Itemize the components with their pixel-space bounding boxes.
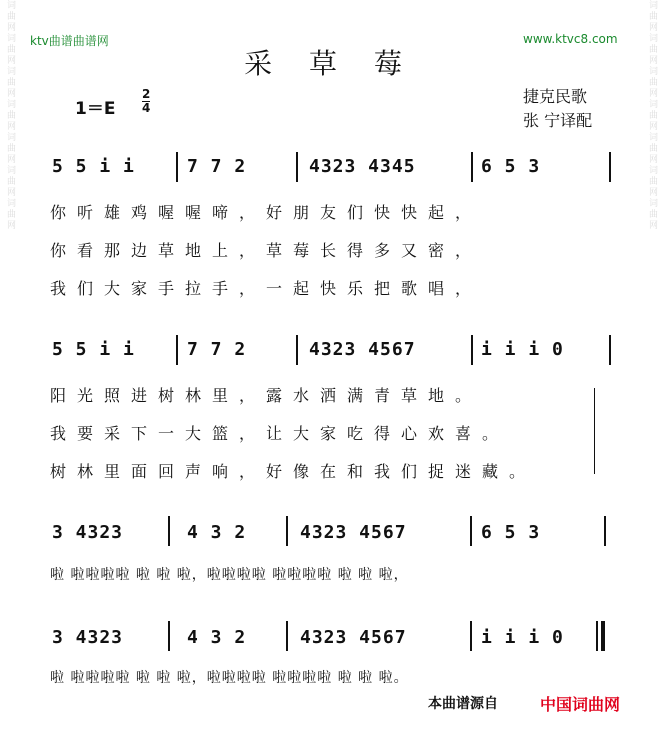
barline <box>286 621 288 651</box>
key-signature: 1＝E <box>75 99 116 119</box>
notes-measure-4: i i i 0 <box>481 339 564 360</box>
barline <box>296 152 298 182</box>
notes-measure-1: 5 5 i i <box>52 156 135 177</box>
barline <box>168 621 170 651</box>
notes-measure-2: 4 3 2 <box>187 522 247 543</box>
barline <box>296 335 298 365</box>
song-title: 采 草 莓 <box>244 47 416 80</box>
barline <box>604 516 606 546</box>
notes-measure-4: 6 5 3 <box>481 522 541 543</box>
notes-measure-2: 7 7 2 <box>187 156 247 177</box>
notes-measure-1: 3 4323 <box>52 627 124 648</box>
notes-measure-1: 3 4323 <box>52 522 124 543</box>
source-label: 本曲谱源自 <box>428 696 498 712</box>
barline <box>609 152 611 182</box>
lyric-line-2: 你看那边草地上，草莓长得多又密， <box>50 241 483 260</box>
lyric-line-2: 我要采下一大篮，让大家吃得心欢喜。 <box>50 424 510 443</box>
watermark-right: www.ktvc8.com <box>523 32 618 46</box>
watermark-left: ktv曲谱曲谱网 <box>30 34 109 48</box>
credit-origin: 捷克民歌 <box>523 87 588 106</box>
final-barline-thin <box>596 621 598 651</box>
barline <box>176 335 178 365</box>
barline <box>471 152 473 182</box>
time-signature <box>142 88 150 115</box>
time-top: 2 <box>142 87 151 101</box>
barline <box>470 621 472 651</box>
source-site-link[interactable]: 中国词曲网 <box>540 695 621 714</box>
notes-measure-3: 4323 4567 <box>300 522 407 543</box>
barline <box>471 335 473 365</box>
barline <box>470 516 472 546</box>
barline <box>286 516 288 546</box>
notes-measure-3: 4323 4567 <box>309 339 416 360</box>
final-barline-thick <box>601 621 605 651</box>
barline <box>609 335 611 365</box>
notes-measure-3: 4323 4345 <box>309 156 416 177</box>
notes-measure-4: 6 5 3 <box>481 156 541 177</box>
notes-measure-2: 4 3 2 <box>187 627 247 648</box>
lyric-line-1: 啦 啦啦啦啦 啦 啦 啦，啦啦啦啦 啦啦啦啦 啦 啦 啦， <box>50 567 409 583</box>
notes-measure-3: 4323 4567 <box>300 627 407 648</box>
side-watermark-right: 词曲网词曲网词曲网词曲网词曲网词曲网词曲网 <box>647 0 657 231</box>
side-watermark-left: 词曲网词曲网词曲网词曲网词曲网词曲网词曲网 <box>5 0 15 231</box>
lyric-line-3: 树林里面回声响，好像在和我们捉迷藏。 <box>50 462 537 481</box>
barline <box>176 152 178 182</box>
repeat-bracket <box>594 388 595 474</box>
lyric-line-1: 啦 啦啦啦啦 啦 啦 啦，啦啦啦啦 啦啦啦啦 啦 啦 啦。 <box>50 670 409 686</box>
credit-translator: 张 宁译配 <box>523 111 593 130</box>
lyric-line-3: 我们大家手拉手，一起快乐把歌唱， <box>50 279 483 298</box>
notes-measure-1: 5 5 i i <box>52 339 135 360</box>
lyric-line-1: 你听雄鸡喔喔啼，好朋友们快快起， <box>50 203 483 222</box>
barline <box>168 516 170 546</box>
time-bottom: 4 <box>142 101 151 115</box>
notes-measure-4: i i i 0 <box>481 627 564 648</box>
lyric-line-1: 阳光照进树林里，露水洒满青草地。 <box>50 386 483 405</box>
notes-measure-2: 7 7 2 <box>187 339 247 360</box>
